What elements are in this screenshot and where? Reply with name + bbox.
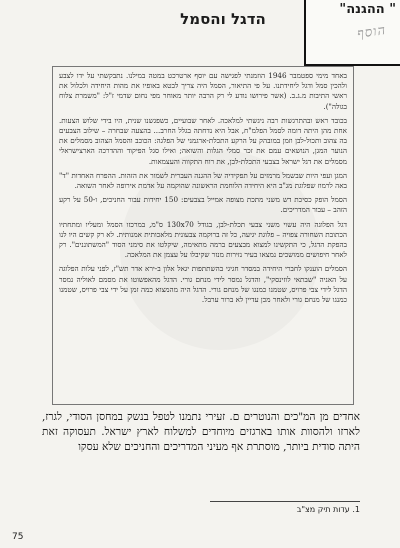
- boxed-paragraph-2: בכובד ראש ובהתרגשות רבה ניגשתי למלאכה. לאחר שבועיים, כשפגשנו שנית, היו בידי שלוש הצעות. אחת מהן היתה דומה לסמל הפלמ"ח, אבל היא נדחתה בגלל החרב... בהצעה שבחרה – שילוב הצבעים בה צהוב ותכול-לבן וזמן במובהק על הרקע התכלת-ארגמני של הפלגה: הכוכב והסמל הצהוב מסמלים את הנוער המגן, הנושאים עמם את זכר סמלי הגלות והשואה; ואילו סגל הפיקוד וההדרכה הארצישראלי מסמלים את דגל ישראל בצבעי התכלת-לבן, את רוח התקווה והעצמאות.: [59, 115, 347, 166]
- boxed-paragraph-6: הסמלים הוענקו לחברי היחידה במסדר חגיגי בהשתתפות יגאל אלון ב-ירא אדר תש"ז, לפני עלות הפלוגה על האניה "שבתאי לוזינסקי", והדגל נמסר לידי מנחם גורי. הדגל מהאפשוטו את מסמם לאוליה נמסר הדגל לידי צבי פרויס, שטמנו כמנגו של מנחם גורי. הדגל היה מהמצוא כמה זמן על ידי צבי פרויס, שטמנו כמנגו של מנחם גורי ולאחר מכן עדיין לא ברור ערבל.: [59, 264, 347, 305]
- boxed-paragraph-5: דגל הפלוגה היה עשוי משני צבעי תכלת-לבן, בגודל 130x70 ס"מ, במרכזו הסמל ומעליו ומתחתיו הכתובת השחורה צפויה – פלוגת יגיעה, כל זה ברוקמה צבעונית מלאכותית אמנותית. לא רק קשים היו לנו בהפקת הדגל, כי התקשינו למצוא מבצעים ברמה מתאימה, שיקלטו את סימני הסוד "המשתוננים". רק לאחר חיפושים ממושכים נמצאו בעיר נזירות מנזר שקיבלו על עצמן את המלאכה.: [59, 219, 348, 260]
- corner-tab: [304, 0, 400, 66]
- boxed-section: [52, 66, 354, 405]
- footnote: 1. עדות תיק מצ"ב: [296, 505, 360, 514]
- footnote-divider: [210, 501, 360, 502]
- handwritten-stamp: הוסף: [356, 23, 387, 42]
- boxed-paragraph-1: באחד מימי ספטמבר 1946 הוזמנתי לפגישה עם יוסף ארטרכט במטה במילנו. נתבקשתי על ידו לצבע ולהכין סמל ודגל ליחידתנו. על פי התיאור, הסמל היה צריך לבטא באופיו את מהות היחידה ולכלול את ראשי התיבות מ.ג.ב. (אשר פירושו נודע לי רק הרבה יותר מאוחר מפי נחום שדמי ז"ל: "משמרת צלוח בגולה").: [59, 71, 348, 111]
- corner-label: " ההגנה": [339, 2, 396, 17]
- boxed-paragraph-4: הסמל הופק כסיכת דש משני מתכת מצופה אמייל בצבעים: 150 יחידות עבור החניכים, ו-50 על רקע הזהב – עבור המדריכים.: [59, 195, 347, 215]
- boxed-paragraph-3: המגן ועפי היות שבשמל מרמזים על תפקידיה של ההגנה העברית לשמור את הזהות. ההפרח האחדות "ד" באה לרמוז שפלוגת מג"ב היא היחידה הלוחמת הראשונה שהוקמה על אדמת אירופה לאחר השואה.: [59, 170, 347, 191]
- page-title: הדגל והסמל: [180, 10, 266, 28]
- main-body-text: אחדים מן המ"כים והנוטרים ם. זעירי נתמנו לטפל בנשק במחסן הסודי, לגרז, לארזו ולהסוות אותו בארגזים מיוחדים למשלוח לארץ ישראל. תעסוקה זאת היתה סודית ביותר, מוסתרת אף מעיני המדריכים והחניכים שלא עסקו: [42, 411, 360, 453]
- page-number: 75: [12, 532, 24, 542]
